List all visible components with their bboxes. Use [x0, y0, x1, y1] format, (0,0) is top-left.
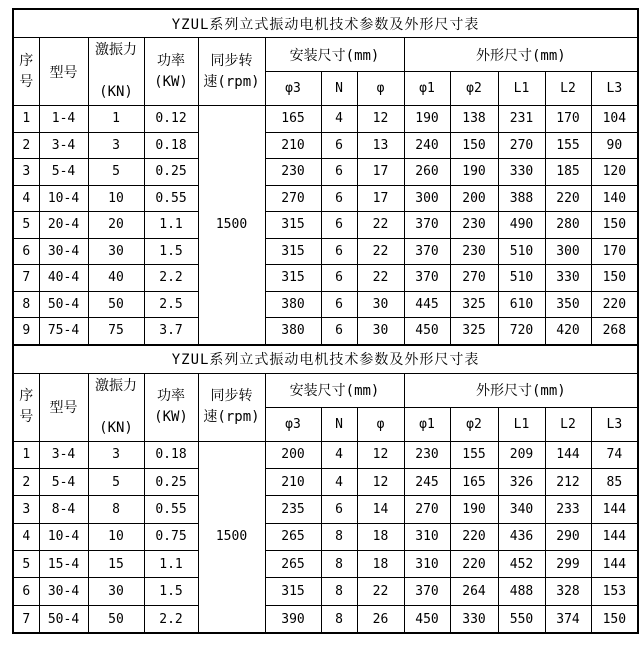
cell-phi1: 370: [404, 212, 450, 239]
cell-l1: 510: [498, 238, 545, 265]
subcol-phi1: φ1: [404, 72, 450, 106]
cell-l1: 340: [498, 496, 545, 523]
cell-l3: 144: [591, 551, 638, 578]
cell-phi1: 260: [404, 159, 450, 186]
cell-phi: 22: [357, 265, 404, 292]
motor-spec-sheet: [12, 8, 638, 634]
cell-force: 10: [88, 523, 144, 550]
cell-model: 10-4: [39, 185, 88, 212]
cell-phi3: 315: [265, 265, 321, 292]
cell-force: 5: [88, 468, 144, 495]
cell-l1: 388: [498, 185, 545, 212]
cell-phi: 12: [357, 106, 404, 133]
subcol-phi1: φ1: [404, 407, 450, 441]
table-body: [13, 106, 638, 345]
subcol-l2: L2: [545, 72, 591, 106]
cell-l2: 290: [545, 523, 591, 550]
cell-force: 10: [88, 185, 144, 212]
cell-model: 3-4: [39, 441, 88, 468]
cell-phi: 12: [357, 468, 404, 495]
cell-phi: 22: [357, 212, 404, 239]
cell-phi3: 315: [265, 578, 321, 605]
cell-n: 4: [321, 441, 357, 468]
cell-phi: 26: [357, 605, 404, 633]
cell-seq: 1: [13, 106, 39, 133]
cell-phi2: 325: [450, 318, 498, 345]
cell-model: 8-4: [39, 496, 88, 523]
cell-phi: 18: [357, 523, 404, 550]
cell-l3: 85: [591, 468, 638, 495]
cell-force: 1: [88, 106, 144, 133]
cell-seq: 9: [13, 318, 39, 345]
subcol-l3: L3: [591, 407, 638, 441]
table-title: YZUL系列立式振动电机技术参数及外形尺寸表: [13, 9, 638, 38]
cell-power: 0.18: [144, 441, 198, 468]
cell-speed-merged: 1500: [198, 441, 265, 633]
cell-phi3: 390: [265, 605, 321, 633]
table-row: [13, 605, 638, 633]
cell-power: 1.5: [144, 578, 198, 605]
cell-l1: 510: [498, 265, 545, 292]
table-row: [13, 468, 638, 495]
group-header-install-dims: 安装尺寸(mm): [265, 38, 404, 72]
table-row: [13, 212, 638, 239]
cell-n: 6: [321, 212, 357, 239]
cell-phi1: 450: [404, 318, 450, 345]
cell-phi: 12: [357, 441, 404, 468]
cell-l1: 436: [498, 523, 545, 550]
cell-phi3: 235: [265, 496, 321, 523]
cell-phi1: 370: [404, 238, 450, 265]
cell-l1: 488: [498, 578, 545, 605]
cell-l3: 150: [591, 265, 638, 292]
subcol-phi3: φ3: [265, 72, 321, 106]
subcol-l1: L1: [498, 72, 545, 106]
cell-n: 6: [321, 132, 357, 159]
cell-force: 40: [88, 265, 144, 292]
cell-phi1: 370: [404, 265, 450, 292]
cell-phi3: 380: [265, 318, 321, 345]
col-header-force: 激振力 (KN): [88, 38, 144, 106]
subcol-phi: φ: [357, 72, 404, 106]
cell-phi2: 325: [450, 291, 498, 318]
table-body: [13, 441, 638, 633]
table-row: [13, 265, 638, 292]
table-row: [13, 238, 638, 265]
subcol-l2: L2: [545, 407, 591, 441]
cell-phi1: 190: [404, 106, 450, 133]
col-header-speed: 同步转 速(rpm): [198, 38, 265, 106]
cell-l3: 170: [591, 238, 638, 265]
spec-table-2: [12, 344, 639, 635]
cell-n: 8: [321, 551, 357, 578]
cell-phi2: 200: [450, 185, 498, 212]
cell-seq: 6: [13, 238, 39, 265]
subcol-phi: φ: [357, 407, 404, 441]
cell-model: 50-4: [39, 605, 88, 633]
cell-n: 6: [321, 265, 357, 292]
cell-power: 1.1: [144, 212, 198, 239]
table-row: [13, 291, 638, 318]
cell-l2: 170: [545, 106, 591, 133]
cell-n: 8: [321, 605, 357, 633]
cell-force: 20: [88, 212, 144, 239]
cell-seq: 3: [13, 159, 39, 186]
cell-n: 6: [321, 496, 357, 523]
table-row: [13, 496, 638, 523]
cell-n: 6: [321, 291, 357, 318]
subcol-n: N: [321, 407, 357, 441]
cell-seq: 7: [13, 265, 39, 292]
table-row: [13, 441, 638, 468]
cell-phi2: 155: [450, 441, 498, 468]
cell-seq: 4: [13, 523, 39, 550]
cell-l2: 155: [545, 132, 591, 159]
cell-force: 30: [88, 578, 144, 605]
col-header-model: 型号: [39, 373, 88, 441]
cell-n: 6: [321, 159, 357, 186]
cell-model: 3-4: [39, 132, 88, 159]
cell-l2: 330: [545, 265, 591, 292]
cell-l3: 74: [591, 441, 638, 468]
table-row: [13, 551, 638, 578]
cell-n: 6: [321, 238, 357, 265]
cell-phi2: 220: [450, 523, 498, 550]
cell-l3: 153: [591, 578, 638, 605]
cell-l1: 490: [498, 212, 545, 239]
cell-phi3: 230: [265, 159, 321, 186]
cell-model: 10-4: [39, 523, 88, 550]
cell-seq: 7: [13, 605, 39, 633]
cell-l3: 144: [591, 523, 638, 550]
cell-phi2: 190: [450, 159, 498, 186]
col-header-seq: 序 号: [13, 373, 39, 441]
cell-l1: 452: [498, 551, 545, 578]
col-header-speed: 同步转 速(rpm): [198, 373, 265, 441]
cell-model: 5-4: [39, 468, 88, 495]
cell-phi2: 330: [450, 605, 498, 633]
cell-phi: 17: [357, 159, 404, 186]
col-header-force: 激振力 (KN): [88, 373, 144, 441]
cell-l3: 90: [591, 132, 638, 159]
cell-power: 0.12: [144, 106, 198, 133]
cell-seq: 2: [13, 468, 39, 495]
col-header-model: 型号: [39, 38, 88, 106]
table-title: YZUL系列立式振动电机技术参数及外形尺寸表: [13, 345, 638, 374]
cell-model: 50-4: [39, 291, 88, 318]
cell-force: 50: [88, 605, 144, 633]
cell-phi3: 315: [265, 238, 321, 265]
cell-phi2: 264: [450, 578, 498, 605]
cell-power: 3.7: [144, 318, 198, 345]
subcol-phi3: φ3: [265, 407, 321, 441]
cell-power: 0.25: [144, 468, 198, 495]
table-row: [13, 132, 638, 159]
cell-l3: 220: [591, 291, 638, 318]
cell-phi: 14: [357, 496, 404, 523]
cell-l2: 144: [545, 441, 591, 468]
cell-force: 75: [88, 318, 144, 345]
cell-power: 0.25: [144, 159, 198, 186]
cell-power: 0.18: [144, 132, 198, 159]
cell-l3: 268: [591, 318, 638, 345]
table-row: [13, 523, 638, 550]
cell-l2: 299: [545, 551, 591, 578]
cell-force: 8: [88, 496, 144, 523]
cell-n: 4: [321, 468, 357, 495]
cell-l1: 270: [498, 132, 545, 159]
col-header-seq: 序 号: [13, 38, 39, 106]
cell-power: 2.2: [144, 265, 198, 292]
cell-phi3: 210: [265, 132, 321, 159]
cell-n: 8: [321, 523, 357, 550]
cell-phi2: 150: [450, 132, 498, 159]
cell-model: 75-4: [39, 318, 88, 345]
col-header-power: 功率 (KW): [144, 373, 198, 441]
cell-power: 2.5: [144, 291, 198, 318]
cell-phi3: 380: [265, 291, 321, 318]
cell-phi: 30: [357, 291, 404, 318]
cell-l2: 220: [545, 185, 591, 212]
cell-l2: 300: [545, 238, 591, 265]
subcol-n: N: [321, 72, 357, 106]
cell-phi2: 165: [450, 468, 498, 495]
cell-n: 6: [321, 185, 357, 212]
cell-phi1: 230: [404, 441, 450, 468]
cell-phi2: 138: [450, 106, 498, 133]
cell-phi1: 240: [404, 132, 450, 159]
cell-model: 40-4: [39, 265, 88, 292]
subcol-phi2: φ2: [450, 72, 498, 106]
cell-l1: 720: [498, 318, 545, 345]
cell-seq: 1: [13, 441, 39, 468]
cell-seq: 5: [13, 551, 39, 578]
cell-phi3: 200: [265, 441, 321, 468]
cell-l1: 550: [498, 605, 545, 633]
cell-force: 5: [88, 159, 144, 186]
cell-force: 50: [88, 291, 144, 318]
cell-l2: 185: [545, 159, 591, 186]
cell-seq: 6: [13, 578, 39, 605]
cell-l2: 212: [545, 468, 591, 495]
group-header-outline-dims: 外形尺寸(mm): [404, 373, 638, 407]
table-row: [13, 185, 638, 212]
cell-power: 2.2: [144, 605, 198, 633]
cell-phi: 18: [357, 551, 404, 578]
cell-n: 6: [321, 318, 357, 345]
cell-phi3: 210: [265, 468, 321, 495]
cell-speed-merged: 1500: [198, 106, 265, 345]
cell-model: 30-4: [39, 238, 88, 265]
cell-l3: 104: [591, 106, 638, 133]
cell-phi1: 310: [404, 523, 450, 550]
cell-l2: 374: [545, 605, 591, 633]
cell-phi1: 310: [404, 551, 450, 578]
cell-l3: 150: [591, 605, 638, 633]
cell-l2: 420: [545, 318, 591, 345]
cell-power: 1.1: [144, 551, 198, 578]
cell-power: 0.55: [144, 185, 198, 212]
cell-phi1: 300: [404, 185, 450, 212]
cell-power: 0.55: [144, 496, 198, 523]
cell-power: 0.75: [144, 523, 198, 550]
cell-l1: 610: [498, 291, 545, 318]
cell-model: 1-4: [39, 106, 88, 133]
cell-force: 15: [88, 551, 144, 578]
cell-phi3: 315: [265, 212, 321, 239]
group-header-outline-dims: 外形尺寸(mm): [404, 38, 638, 72]
cell-l1: 209: [498, 441, 545, 468]
cell-phi3: 265: [265, 523, 321, 550]
cell-force: 30: [88, 238, 144, 265]
cell-phi: 30: [357, 318, 404, 345]
cell-phi1: 245: [404, 468, 450, 495]
cell-seq: 4: [13, 185, 39, 212]
cell-l1: 326: [498, 468, 545, 495]
cell-l3: 144: [591, 496, 638, 523]
cell-phi2: 230: [450, 212, 498, 239]
spec-table-1: [12, 8, 639, 346]
cell-phi: 17: [357, 185, 404, 212]
cell-seq: 2: [13, 132, 39, 159]
col-header-power: 功率 (KW): [144, 38, 198, 106]
cell-phi: 13: [357, 132, 404, 159]
cell-phi3: 270: [265, 185, 321, 212]
group-header-install-dims: 安装尺寸(mm): [265, 373, 404, 407]
cell-model: 15-4: [39, 551, 88, 578]
table-row: [13, 578, 638, 605]
cell-phi3: 165: [265, 106, 321, 133]
cell-phi3: 265: [265, 551, 321, 578]
subcol-phi2: φ2: [450, 407, 498, 441]
cell-phi2: 270: [450, 265, 498, 292]
cell-l3: 140: [591, 185, 638, 212]
cell-phi2: 230: [450, 238, 498, 265]
table-row: [13, 159, 638, 186]
cell-l2: 350: [545, 291, 591, 318]
cell-phi1: 270: [404, 496, 450, 523]
cell-l1: 231: [498, 106, 545, 133]
cell-seq: 3: [13, 496, 39, 523]
cell-force: 3: [88, 132, 144, 159]
cell-n: 8: [321, 578, 357, 605]
cell-phi1: 445: [404, 291, 450, 318]
cell-model: 30-4: [39, 578, 88, 605]
subcol-l3: L3: [591, 72, 638, 106]
cell-power: 1.5: [144, 238, 198, 265]
cell-model: 5-4: [39, 159, 88, 186]
cell-seq: 8: [13, 291, 39, 318]
cell-phi2: 220: [450, 551, 498, 578]
cell-l3: 120: [591, 159, 638, 186]
cell-n: 4: [321, 106, 357, 133]
table-row: [13, 318, 638, 345]
cell-phi2: 190: [450, 496, 498, 523]
cell-l2: 328: [545, 578, 591, 605]
cell-l2: 280: [545, 212, 591, 239]
table-row: [13, 106, 638, 133]
cell-seq: 5: [13, 212, 39, 239]
cell-phi1: 450: [404, 605, 450, 633]
subcol-l1: L1: [498, 407, 545, 441]
cell-l1: 330: [498, 159, 545, 186]
cell-model: 20-4: [39, 212, 88, 239]
cell-l3: 150: [591, 212, 638, 239]
cell-phi: 22: [357, 238, 404, 265]
cell-phi: 22: [357, 578, 404, 605]
cell-force: 3: [88, 441, 144, 468]
cell-phi1: 370: [404, 578, 450, 605]
cell-l2: 233: [545, 496, 591, 523]
